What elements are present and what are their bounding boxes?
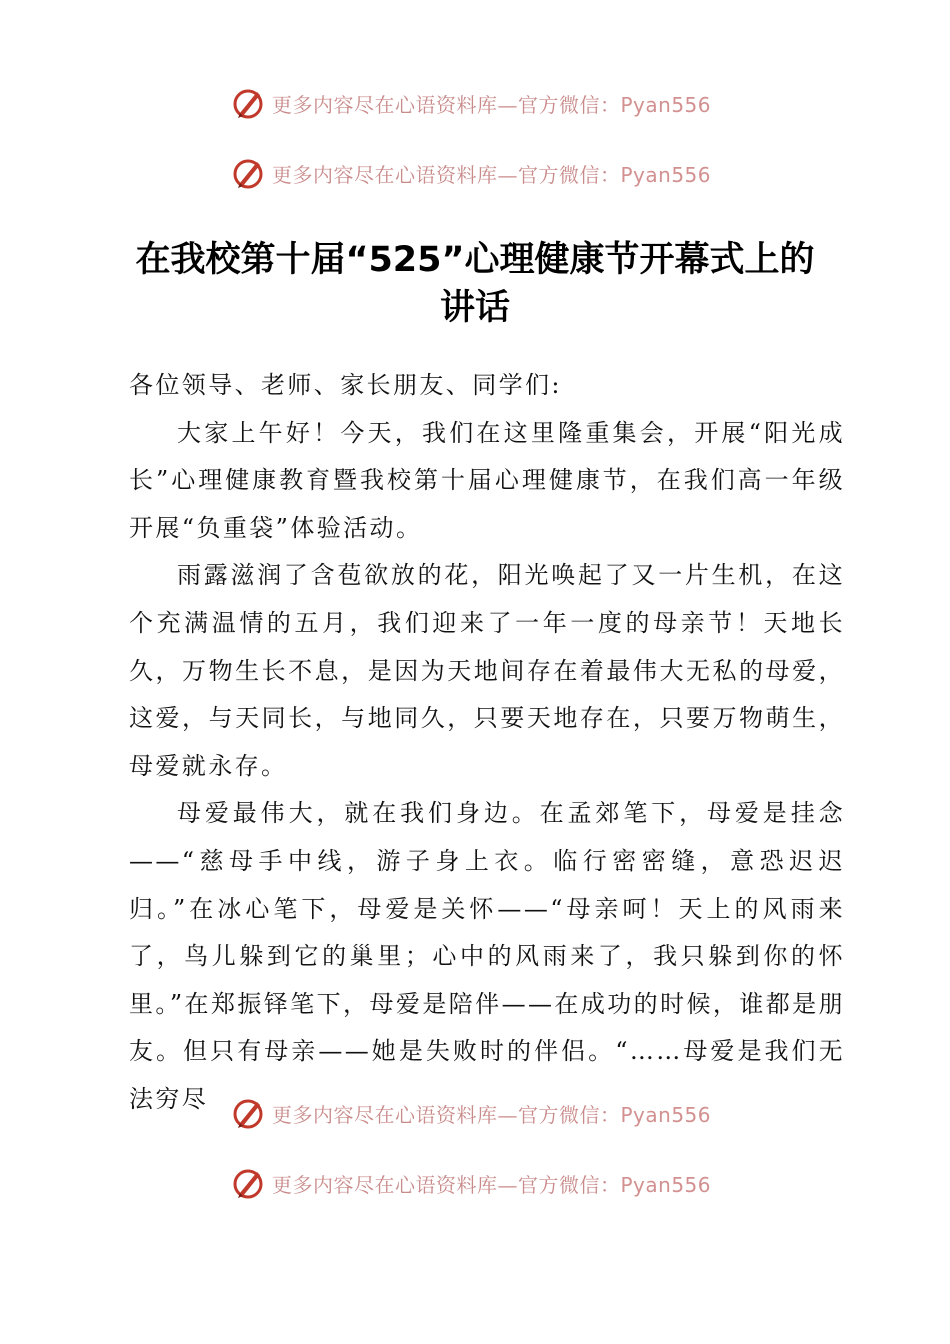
watermark-text: 更多内容尽在心语资料库—官方微信：Pyan556 (272, 162, 712, 187)
pen-logo-icon (230, 1165, 266, 1201)
watermark-text: 更多内容尽在心语资料库—官方微信：Pyan556 (272, 1172, 712, 1197)
watermark-banner (230, 83, 750, 123)
watermark-banner (230, 153, 750, 193)
speech-body (129, 362, 845, 1124)
paragraph: 大家上午好！今天，我们在这里隆重集会，开展“阳光成长”心理健康教育暨我校第十届心理健康节，在我们高一年级开展“负重袋”体验活动。 (129, 418, 845, 542)
salutation: 各位领导、老师、家长朋友、同学们: (129, 371, 562, 399)
pen-logo-icon (230, 85, 266, 121)
watermark-wechat-id: Pyan556 (620, 162, 712, 187)
watermark-wechat-id: Pyan556 (620, 1102, 712, 1127)
watermark-banner (230, 1093, 750, 1133)
paragraph: 雨露滋润了含苞欲放的花，阳光唤起了又一片生机，在这个充满温情的五月，我们迎来了一年一度的母亲节！天地长久，万物生长不息，是因为天地间存在着最伟大无私的母爱，这爱，与天同长，与地同久，只要天地存在，只要万物萌生，母爱就永存。 (129, 561, 845, 780)
pen-logo-icon (230, 1095, 266, 1131)
watermark-text: 更多内容尽在心语资料库—官方微信：Pyan556 (272, 92, 712, 117)
watermark-wechat-id: Pyan556 (620, 1172, 712, 1197)
paragraph: 母爱最伟大，就在我们身边。在孟郊笔下，母爱是挂念——“慈母手中线，游子身上衣。临行密密缝，意恐迟迟归。”在冰心笔下，母爱是关怀——“母亲呵！天上的风雨来了，鸟儿躲到它的巢里；心中的风雨来了，我只躲到你的怀里。”在郑振铎笔下，母爱是陪伴——在成功的时候，谁都是朋友。但只有母亲——她是失败时的伴侣。“……母爱是我们无法穷尽 (129, 799, 845, 1113)
watermark-wechat-id: Pyan556 (620, 92, 712, 117)
watermark-text: 更多内容尽在心语资料库—官方微信：Pyan556 (272, 1102, 712, 1127)
pen-logo-icon (230, 155, 266, 191)
watermark-banner (230, 1163, 750, 1203)
speech-title: 在我校第十届“525”心理健康节开幕式上的讲话 (135, 240, 815, 328)
